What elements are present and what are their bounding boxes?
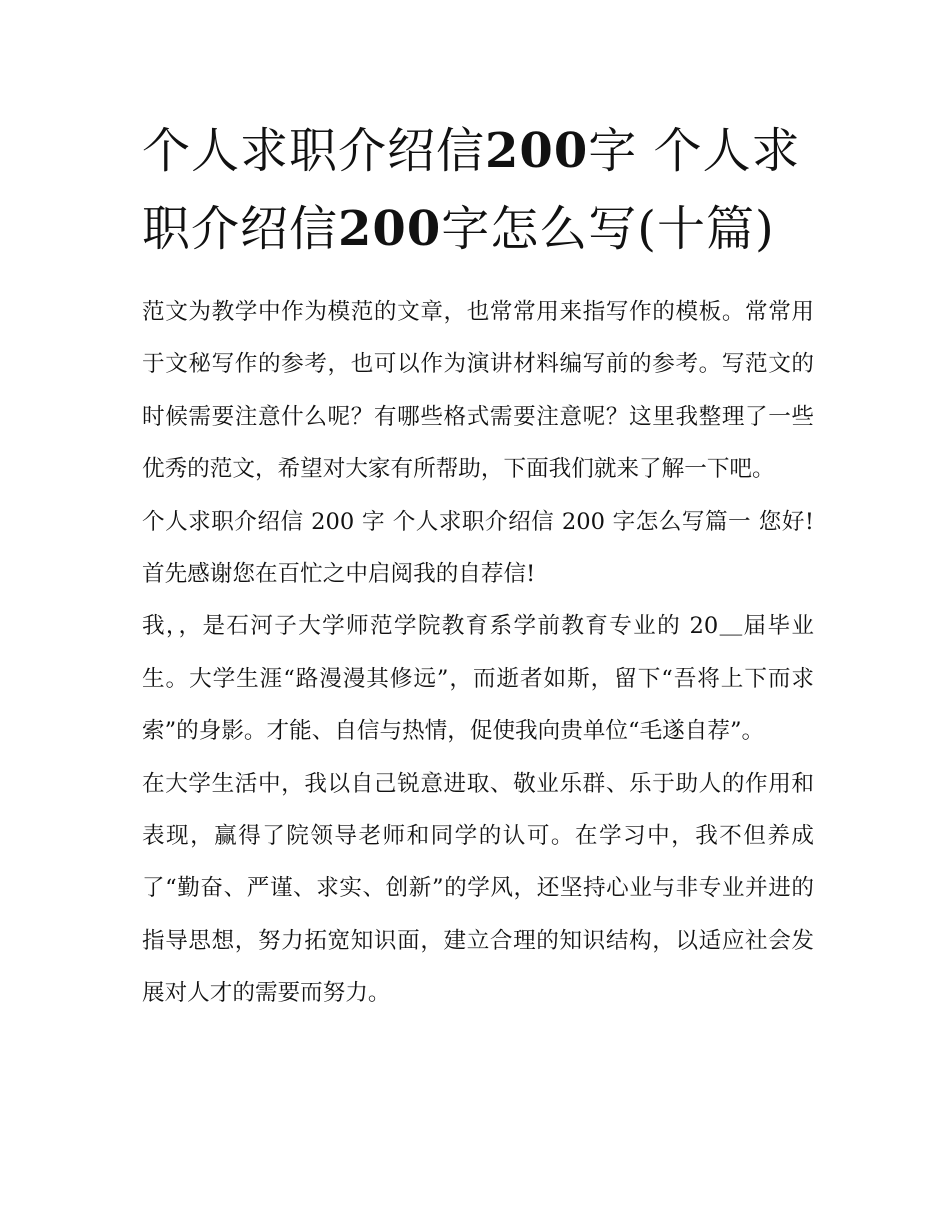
document-page: [142, 112, 814, 1020]
title-part-1: 个人求职介绍信: [142, 123, 486, 179]
document-body: [142, 286, 814, 1020]
title-part-2: 字 个人求职介绍信: [142, 123, 801, 257]
paragraph-greeting: 个人求职介绍信 200 字 个人求职介绍信 200 字怎么写篇一 您好! 首先感谢您在百忙之中启阅我的自荐信!: [142, 508, 814, 588]
paragraph-university-life: 在大学生活中，我以自己锐意进取、敬业乐群、乐于助人的作用和表现，赢得了院领导老师和同学的认可。在学习中，我不但养成了“勤奋、严谨、求实、创新”的学风，还坚持心业与非专业并进的指导思想，努力拓宽知识面，建立合理的知识结构，以适应社会发展对人才的需要而努力。: [142, 770, 814, 1007]
paragraph-intro: 范文为教学中作为模范的文章，也常常用来指写作的模板。常常用于文秘写作的参考，也可以作为演讲材料编写前的参考。写范文的时候需要注意什么呢？有哪些格式需要注意呢？这里我整理了一些优秀的范文，希望对大家有所帮助，下面我们就来了解一下吧。: [142, 299, 814, 483]
title-number-2: 200: [338, 201, 442, 257]
paragraph-self-introduction: 我，，是石河子大学师范学院教育系学前教育专业的 20＿届毕业生。大学生涯“路漫漫其修远”，而逝者如斯，留下“吾将上下而求索”的身影。才能、自信与热情，促使我向贵单位“毛遂自荐”。: [142, 613, 814, 745]
document-title: [142, 112, 814, 268]
title-part-3: 字怎么写(十篇): [441, 201, 775, 257]
title-number-1: 200: [485, 123, 589, 179]
